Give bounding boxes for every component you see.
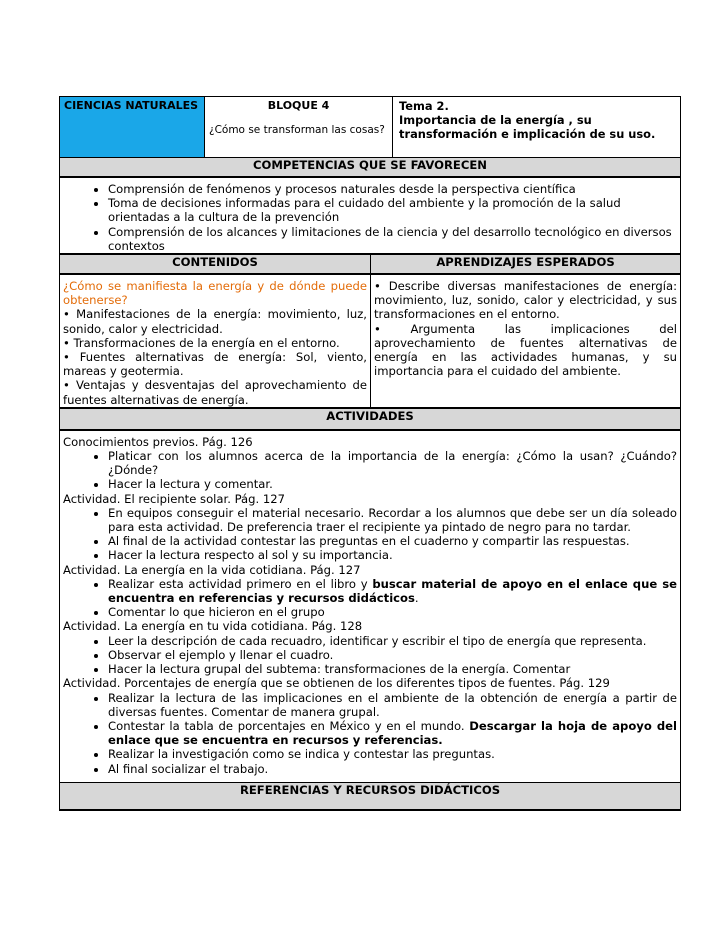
actividades-list [63, 435, 677, 776]
block-cell [205, 97, 393, 158]
activity-step [108, 691, 677, 719]
lesson-plan-table [59, 96, 681, 811]
activity-steps [63, 506, 677, 563]
activity-step-text: Platicar con los alumnos acerca de la importancia de la energía: ¿Cómo la usan? ¿Cuándo? ¿Dónde? [108, 449, 678, 478]
subject-label: CIENCIAS NATURALES [64, 99, 199, 112]
activity-step [108, 534, 677, 548]
activity-step [108, 506, 677, 534]
contenidos-question: ¿Cómo se manifiesta la energía y de dónde puede obtenerse? [63, 279, 367, 308]
referencias-title: REFERENCIAS Y RECURSOS DIDÁCTICOS [60, 782, 681, 810]
activity-step-text: Realizar esta actividad primero en el libro y [108, 576, 373, 591]
activity-step [108, 548, 677, 562]
activity-heading: Actividad. Porcentajes de energía que se obtienen de los diferentes tipos de fuentes. Pág. 129 [63, 676, 610, 691]
contenido-item: • Transformaciones de la energía en el entorno. [63, 335, 340, 350]
contenidos-cell [60, 274, 371, 408]
block-label: BLOQUE 4 [267, 99, 330, 112]
subject-cell [60, 97, 205, 158]
activity-heading: Actividad. La energía en tu vida cotidiana. Pág. 128 [63, 619, 363, 634]
activity-step-after: . [414, 591, 419, 606]
competencia-item: • Toma de decisiones informadas para el cuidado del ambiente y la promoción de la salud orientadas a la cultura de la prevención [108, 196, 677, 224]
competencias-list [63, 182, 677, 253]
activity-step-text: Al final de la actividad contestar las preguntas en el cuaderno y compartir las respuestas. [108, 534, 630, 549]
activity-step-text: Observar el ejemplo y llenar el cuadro. [108, 647, 334, 662]
activity-step-text: Al final socializar el trabajo. [108, 761, 269, 776]
activity-step-text: Realizar la investigación como se indica y contestar las preguntas. [108, 747, 495, 762]
activity-step [108, 662, 677, 676]
activity-step [108, 747, 677, 761]
header-row [60, 97, 681, 158]
competencia-item: • Comprensión de los alcances y limitaciones de la ciencia y del desarrollo tecnológico en diversos contextos [108, 225, 677, 253]
activity-step-text: Hacer la lectura y comentar. [108, 477, 273, 492]
aprendizajes-cell [371, 274, 681, 408]
activity-step-bold: Descargar la hoja de apoyo del enlace que se encuentra en recursos y referencias. [108, 718, 678, 748]
activity-step-text: En equipos conseguir el material necesario. Recordar a los alumnos que debe ser un día soleado para esta actividad. De preferencia traer el recipiente ya pintado de negro para no tardar. [108, 505, 678, 535]
activity-step [108, 648, 677, 662]
competencias-title: COMPETENCIAS QUE SE FAVORECEN [60, 158, 681, 178]
theme-cell [393, 97, 681, 158]
activity-step [108, 762, 677, 776]
aprendizajes-title: APRENDIZAJES ESPERADOS [371, 254, 681, 274]
block-question: ¿Cómo se transforman las cosas? [209, 124, 385, 137]
activity-step-text: Realizar la lectura de las implicaciones en el ambiente de la obtención de energía a partir de diversas fuentes. Comentar de manera grupal. [108, 690, 678, 719]
activity-step-text: Contestar la tabla de porcentajes en México y en el mundo. [108, 718, 470, 733]
contenidos-title: CONTENIDOS [60, 254, 371, 274]
activity-step [108, 605, 677, 619]
activity-step [108, 577, 677, 605]
activity-steps [63, 691, 677, 776]
activity-step-bold: buscar material de apoyo en el enlace que se encuentra en referencias y recursos didácticos [108, 576, 678, 606]
activity-steps [63, 577, 677, 620]
activity-step-text: Comentar lo que hicieron en el grupo [108, 605, 325, 620]
activity-steps [63, 634, 677, 677]
activity-heading: Conocimientos previos. Pág. 126 [63, 434, 253, 449]
activity-step-text: Hacer la lectura grupal del subtema: transformaciones de la energía. Comentar [108, 662, 571, 677]
aprendizaje-item: • Argumenta las implicaciones del aprovechamiento de fuentes alternativas de energía en las actividades humanas, y su importancia para el cuidado del ambiente. [374, 321, 678, 379]
activity-heading: Actividad. La energía en la vida cotidiana. Pág. 127 [63, 562, 361, 577]
competencia-item: • Comprensión de fenómenos y procesos naturales desde la perspectiva científica [108, 182, 677, 196]
contenido-item: • Manifestaciones de la energía: movimiento, luz, sonido, calor y electricidad. [63, 307, 367, 336]
activity-step-text: Hacer la lectura respecto al sol y su importancia. [108, 548, 393, 563]
theme-title: Importancia de la energía , su transformación e implicación de su uso. [399, 113, 656, 142]
activity-step [108, 634, 677, 648]
activity-step [108, 449, 677, 477]
aprendizaje-item: • Describe diversas manifestaciones de energía: movimiento, luz, sonido, calor y electricidad, y sus transformaciones en el entorno. [374, 279, 678, 322]
contenido-item: • Fuentes alternativas de energía: Sol, viento, mareas y geotermia. [63, 350, 367, 379]
actividades-cell [60, 430, 681, 782]
competencias-cell [60, 177, 681, 254]
activity-steps [63, 449, 677, 492]
activity-heading: Actividad. El recipiente solar. Pág. 127 [63, 491, 286, 506]
activity-step [108, 477, 677, 491]
activity-step-text: Leer la descripción de cada recuadro, identificar y escribir el tipo de energía que representa. [108, 633, 647, 648]
theme-label: Tema 2. [399, 99, 449, 113]
actividades-title: ACTIVIDADES [60, 408, 681, 430]
contenido-item: • Ventajas y desventajas del aprovechamiento de fuentes alternativas de energía. [63, 378, 367, 407]
activity-step [108, 719, 677, 747]
